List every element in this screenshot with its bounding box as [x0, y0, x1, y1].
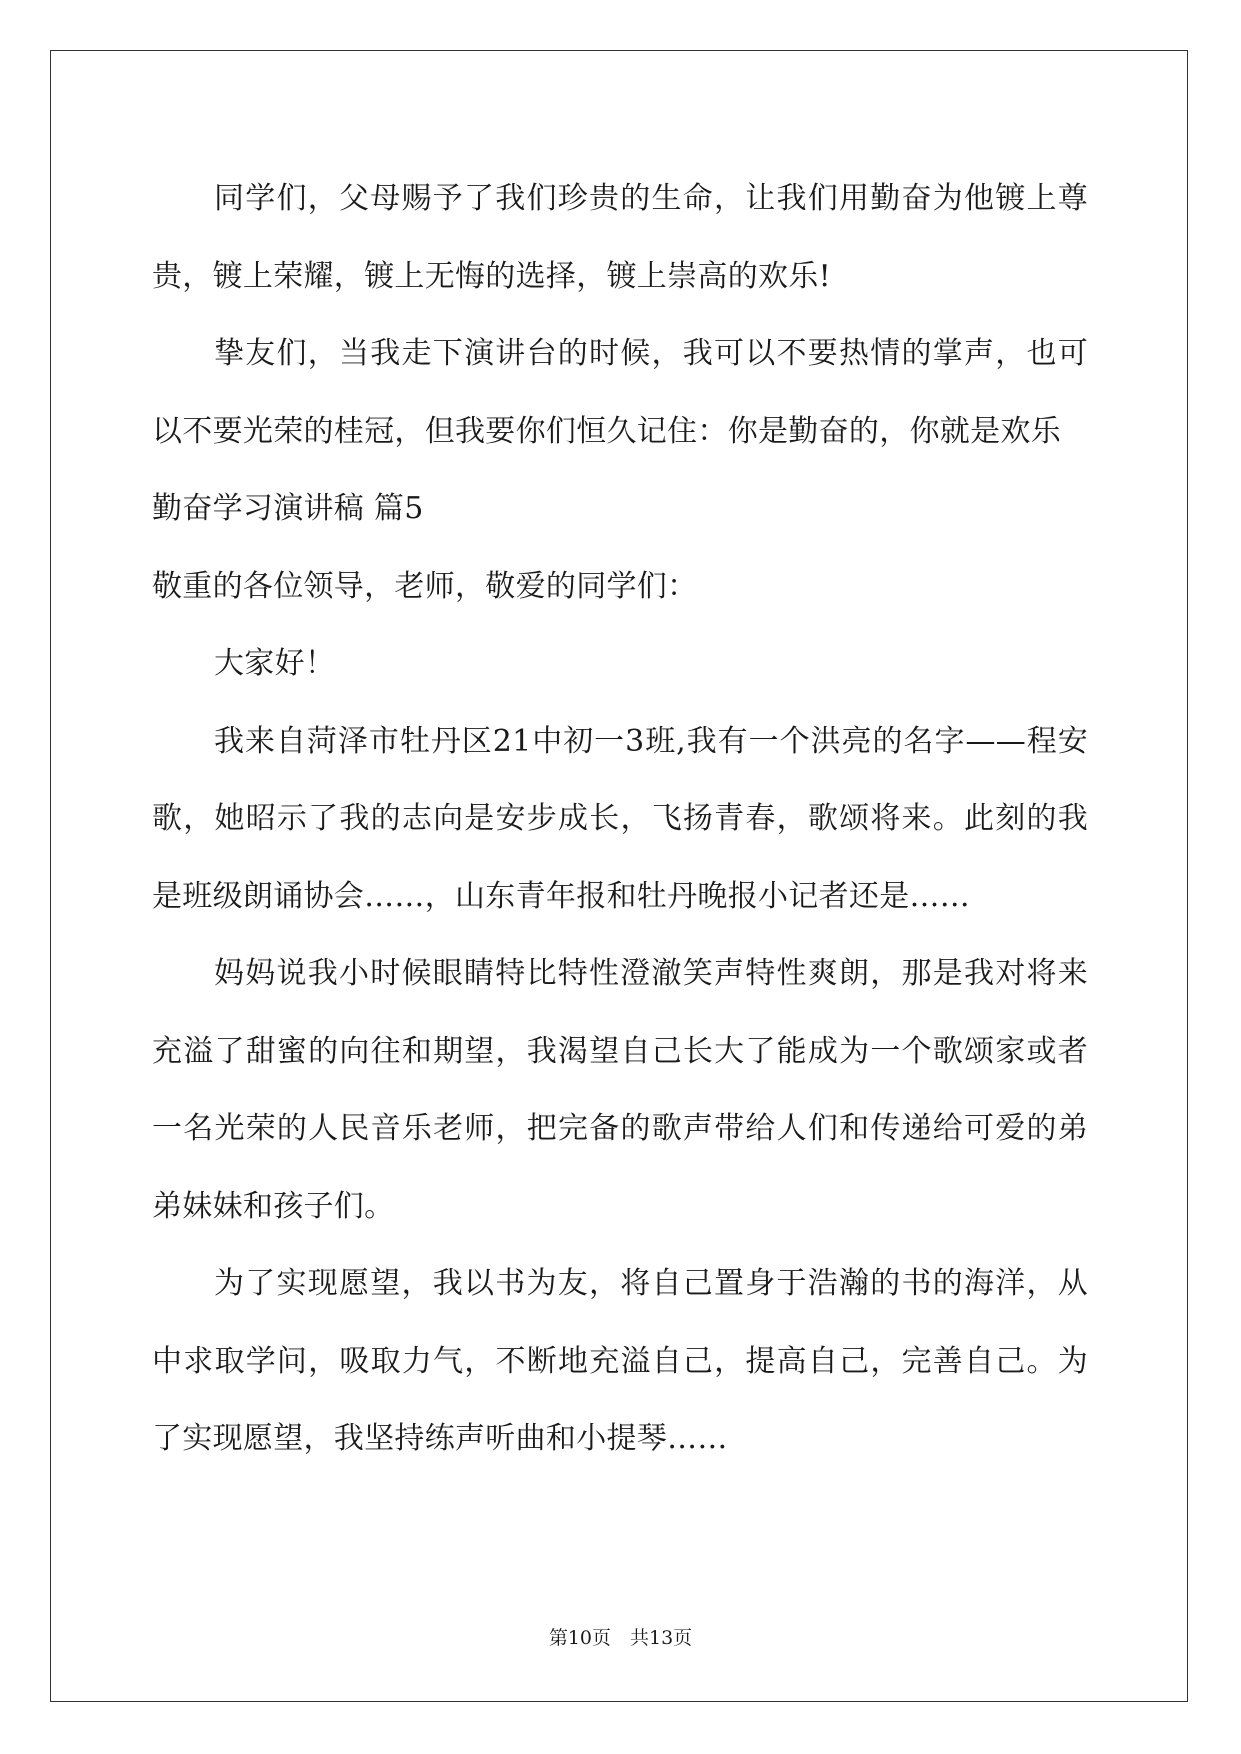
salutation: 敬重的各位领导，老师，敬爱的同学们： [152, 568, 698, 604]
paragraph: 为了实现愿望，我以书为友，将自己置身于浩瀚的书的海洋，从中求取学问，吸取力气，不断地充溢自己，提高自己，完善自己。为了实现愿望，我坚持练声听曲和小提琴…… [152, 1266, 1088, 1456]
section-heading: 勤奋学习演讲稿 篇5 [152, 491, 424, 526]
paragraph: 同学们，父母赐予了我们珍贵的生命，让我们用勤奋为他镀上尊贵，镀上荣耀，镀上无悔的选择，镀上崇高的欢乐! [152, 181, 1088, 294]
page-number-footer: 第10页 共13页 [548, 1627, 693, 1649]
document-body [152, 160, 1088, 1478]
paragraph: 妈妈说我小时候眼睛特比特性澄澈笑声特性爽朗，那是我对将来充溢了甜蜜的向往和期望，我渴望自己长大了能成为一个歌颂家或者一名光荣的人民音乐老师，把完备的歌声带给人们和传递给可爱的弟弟妹妹和孩子们。 [152, 956, 1088, 1224]
greeting: 大家好！ [214, 646, 336, 681]
paragraph: 我来自菏泽市牡丹区21中初一3班,我有一个洪亮的名字——程安歌，她昭示了我的志向是安步成长，飞扬青春，歌颂将来。此刻的我是班级朗诵协会……，山东青年报和牡丹晚报小记者还是…… [152, 723, 1088, 914]
paragraph: 挚友们，当我走下演讲台的时候，我可以不要热情的掌声，也可以不要光荣的桂冠，但我要你们恒久记住：你是勤奋的，你就是欢乐 [152, 336, 1088, 449]
